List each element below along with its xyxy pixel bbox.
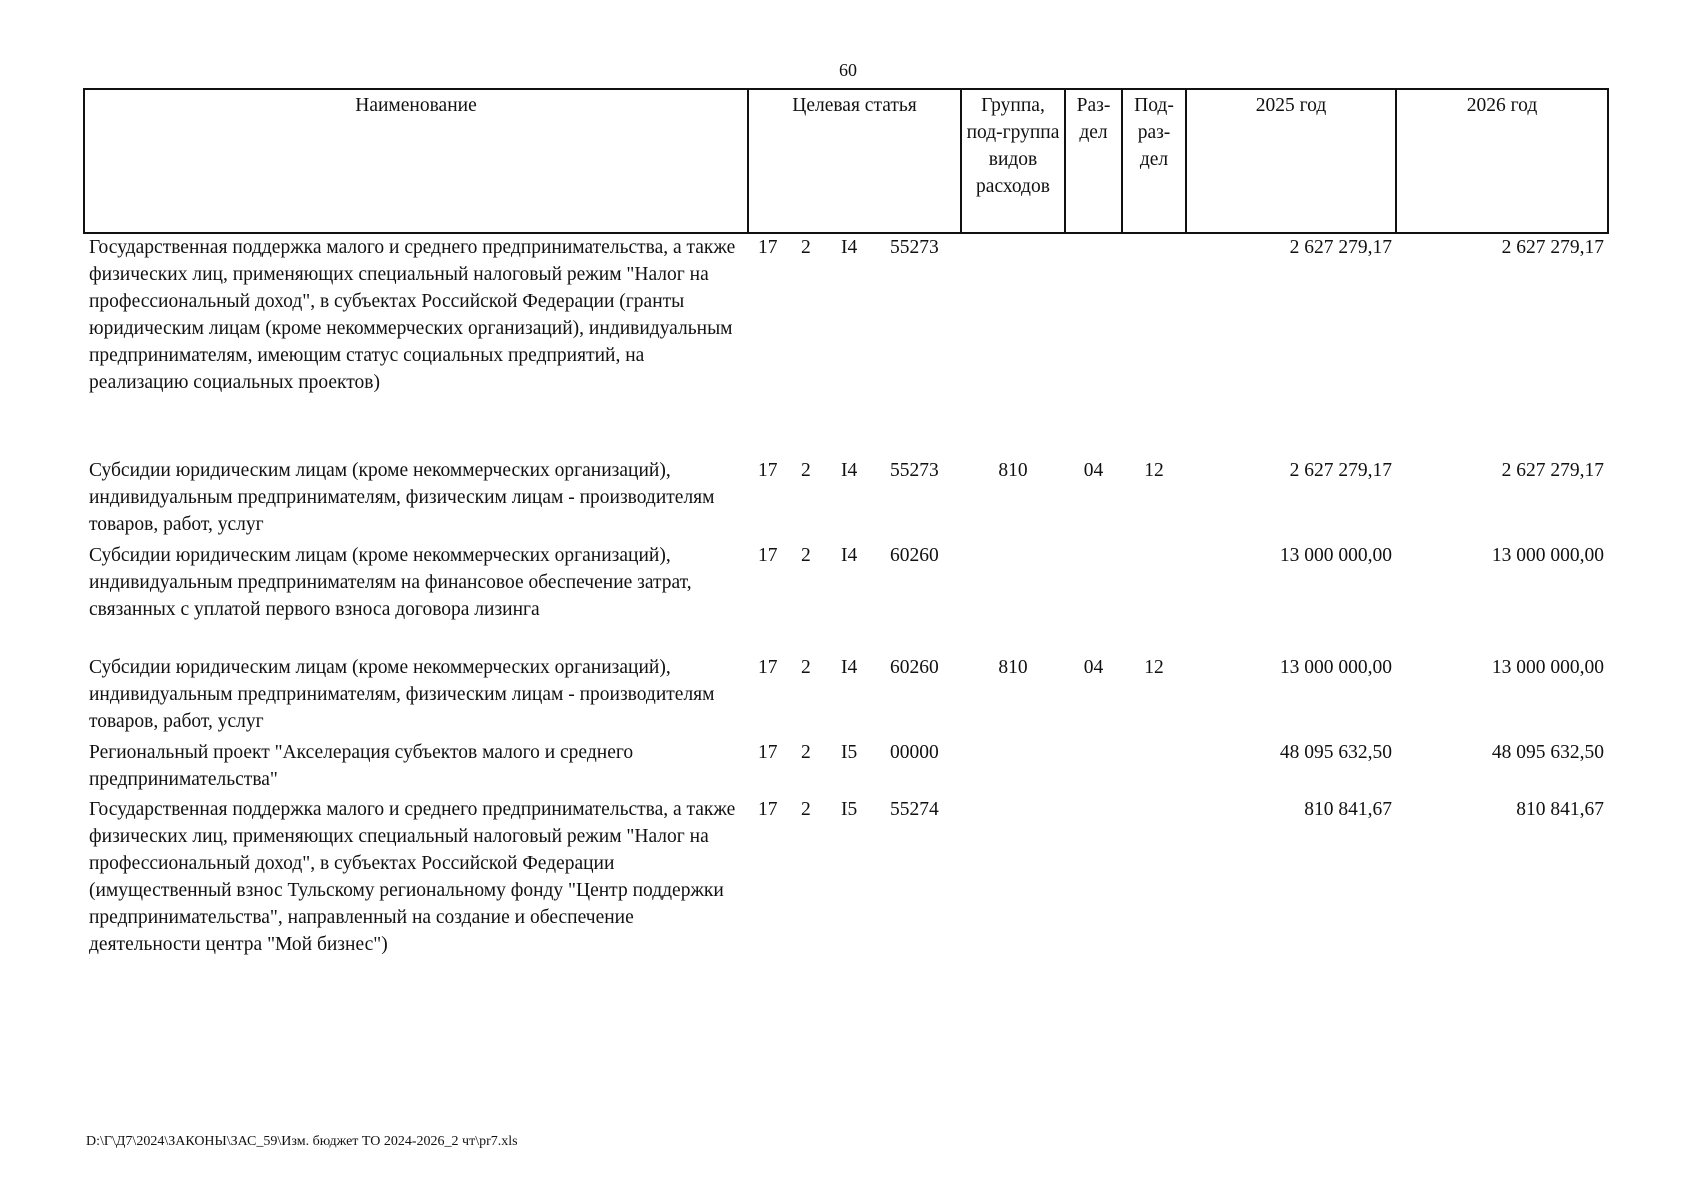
- code-subprogram: 2: [801, 460, 811, 481]
- table-row: [84, 739, 1608, 796]
- row-name: Региональный проект "Акселерация субъектов малого и среднего предпринимательства": [89, 742, 634, 790]
- code-project: I4: [841, 545, 858, 566]
- header-year-2025: 2025 год: [1186, 89, 1396, 233]
- code-program: 17: [758, 460, 778, 481]
- row-expense-group: 810: [998, 657, 1028, 678]
- budget-table: [83, 88, 1609, 966]
- row-name: Субсидии юридическим лицам (кроме некоммерческих организаций), индивидуальным предпринимателям, физическим лицам - производителям товаров, работ, услуг: [89, 657, 715, 732]
- row-section: 04: [1083, 657, 1104, 678]
- code-project: I4: [841, 657, 858, 678]
- row-amount-2025: 48 095 632,50: [1279, 742, 1392, 763]
- code-subprogram: 2: [801, 657, 811, 678]
- code-program: 17: [758, 799, 778, 820]
- row-subsection: 12: [1144, 460, 1164, 481]
- page-number: 60: [839, 60, 857, 80]
- row-section: [1065, 796, 1122, 966]
- row-expense-group: [961, 233, 1065, 457]
- code-direction: 55273: [890, 460, 939, 481]
- row-section: [1065, 233, 1122, 457]
- row-expense-group: 810: [998, 460, 1028, 481]
- code-direction: 60260: [890, 545, 939, 566]
- code-project: I5: [841, 799, 858, 820]
- row-target-article: [748, 796, 961, 966]
- header-section: Раз-дел: [1065, 89, 1122, 233]
- code-subprogram: 2: [801, 545, 811, 566]
- header-year-2026: 2026 год: [1396, 89, 1608, 233]
- row-target-article: [748, 542, 961, 654]
- code-program: 17: [758, 657, 778, 678]
- header-target-article: Целевая статья: [748, 89, 961, 233]
- row-target-article: [748, 654, 961, 739]
- header-expense-group: Группа, под-группа видов расходов: [961, 89, 1065, 233]
- table-header-row: [84, 89, 1608, 233]
- table-row: [84, 796, 1608, 966]
- row-amount-2025: 13 000 000,00: [1279, 545, 1392, 566]
- row-amount-2026: 2 627 279,17: [1501, 237, 1604, 258]
- row-amount-2025: 810 841,67: [1304, 799, 1392, 820]
- footer-file-path: D:\Г\Д7\2024\ЗАКОНЫ\ЗАС_59\Изм. бюджет ТО 2024-2026_2 чт\pr7.xls: [86, 1134, 518, 1149]
- code-program: 17: [758, 742, 778, 763]
- row-amount-2026: 810 841,67: [1516, 799, 1604, 820]
- row-amount-2026: 48 095 632,50: [1491, 742, 1604, 763]
- row-amount-2026: 13 000 000,00: [1491, 545, 1604, 566]
- header-subsection: Под-раз-дел: [1122, 89, 1186, 233]
- code-direction: 00000: [890, 742, 939, 763]
- code-project: I4: [841, 237, 858, 258]
- code-direction: 60260: [890, 657, 939, 678]
- row-expense-group: [961, 796, 1065, 966]
- code-project: I5: [841, 742, 858, 763]
- row-section: [1065, 739, 1122, 796]
- row-target-article: [748, 233, 961, 457]
- code-program: 17: [758, 237, 778, 258]
- code-subprogram: 2: [801, 742, 811, 763]
- row-amount-2025: 2 627 279,17: [1289, 237, 1392, 258]
- row-amount-2026: 13 000 000,00: [1491, 657, 1604, 678]
- row-subsection: [1122, 796, 1186, 966]
- row-section: 04: [1083, 460, 1104, 481]
- row-name: Государственная поддержка малого и среднего предпринимательства, а также физических лиц, применяющих специальный налоговый режим "Налог на профессиональный доход", в субъектах Российской Федерации (гранты юридическим лицам (кроме некоммерческих организаций), индивидуальным предпринимателям, имеющим статус социальных предприятий, на реализацию социальных проектов): [89, 237, 736, 393]
- code-direction: 55274: [890, 799, 939, 820]
- table-row: [84, 542, 1608, 654]
- row-expense-group: [961, 542, 1065, 654]
- row-subsection: 12: [1144, 657, 1164, 678]
- row-name: Субсидии юридическим лицам (кроме некоммерческих организаций), индивидуальным предпринимателям на финансовое обеспечение затрат, связанных с уплатой первого взноса договора лизинга: [89, 545, 692, 620]
- row-name: Государственная поддержка малого и среднего предпринимательства, а также физических лиц, применяющих специальный налоговый режим "Налог на профессиональный доход", в субъектах Российской Федерации (имущественный взнос Тульскому региональному фонду "Центр поддержки предпринимательства", направленный на создание и обеспечение деятельности центра "Мой бизнес"): [89, 799, 736, 955]
- row-subsection: [1122, 233, 1186, 457]
- row-amount-2025: 2 627 279,17: [1289, 460, 1392, 481]
- table-row: [84, 654, 1608, 739]
- row-target-article: [748, 457, 961, 542]
- code-project: I4: [841, 460, 858, 481]
- code-program: 17: [758, 545, 778, 566]
- row-target-article: [748, 739, 961, 796]
- row-amount-2026: 2 627 279,17: [1501, 460, 1604, 481]
- code-subprogram: 2: [801, 799, 811, 820]
- header-name: Наименование: [84, 89, 748, 233]
- table-row: [84, 457, 1608, 542]
- row-amount-2025: 13 000 000,00: [1279, 657, 1392, 678]
- row-subsection: [1122, 542, 1186, 654]
- table-row: [84, 233, 1608, 457]
- row-name: Субсидии юридическим лицам (кроме некоммерческих организаций), индивидуальным предпринимателям, физическим лицам - производителям товаров, работ, услуг: [89, 460, 715, 535]
- row-expense-group: [961, 739, 1065, 796]
- code-subprogram: 2: [801, 237, 811, 258]
- row-subsection: [1122, 739, 1186, 796]
- code-direction: 55273: [890, 237, 939, 258]
- row-section: [1065, 542, 1122, 654]
